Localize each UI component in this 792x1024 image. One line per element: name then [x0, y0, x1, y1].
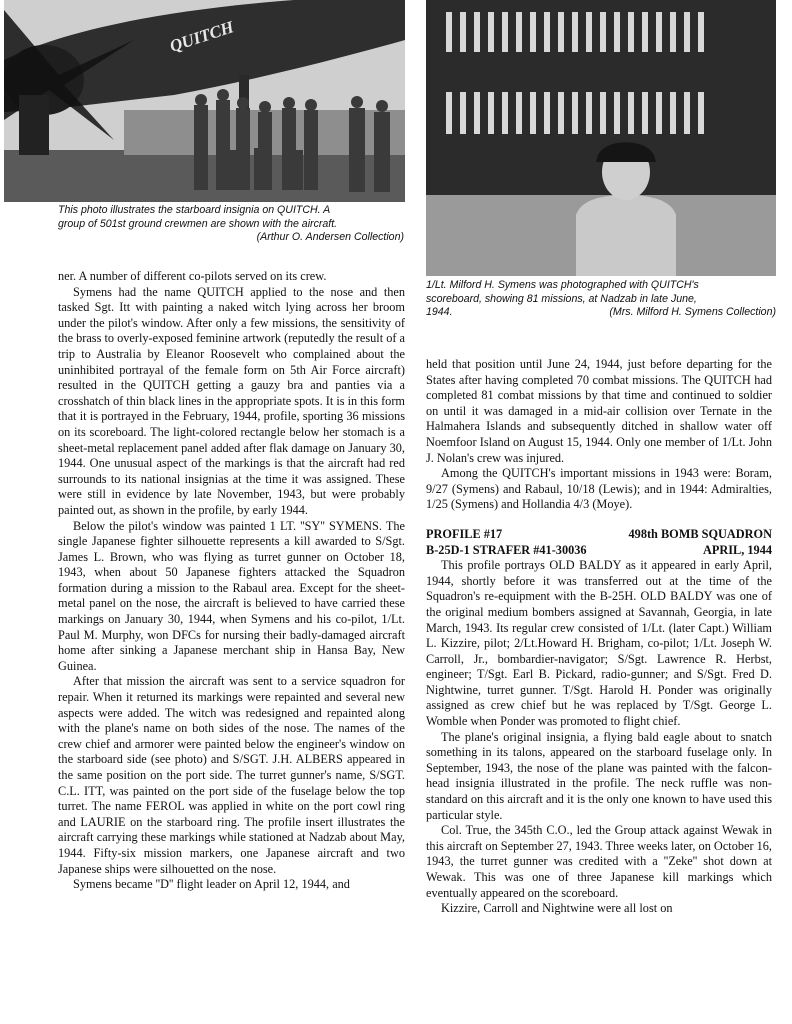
nose-art-text: QUITCH [167, 17, 237, 56]
caption-right-line-3: 1944. [426, 306, 453, 318]
caption-left-credit: (Arthur O. Andersen Collection) [256, 231, 404, 243]
paragraph: After that mission the aircraft was sent to a service squadron for repair. When it returned its markings were repainted and several new aspects were added. The witch was redesigned and repainted along with the plane's name on both sides of the nose. The names of the crew chief and armorer were painted below the engineer's window on the starboard side (see photo) and S/SGT. J.H. ALBERS appeared in the same position on the port side. The turret gunner's name, S/SGT. C.L. ITT, was painted on the port side of the fuselage below the top turret. The name FEROL was applied in white on the port cowl ring and LAURIE on the starboard ring. The profile insert illustrates the aircraft carrying these markings while stationed at Nadzab about May, 1944. Fifty-six mission markers, one Japanese aircraft and two Japanese ships were silhouetted on the nose. [58, 674, 405, 876]
paragraph: held that position until June 24, 1944, just before departing for the States after having completed 70 combat missions. The QUITCH had completed 81 combat missions by that time and continued to soldier on until it was damaged in a mid-air collision over Ternate in the Halmahera Islands and subsequently ditched in shallow water off Noemfoor Island on August 15, 1944. Only one member of 1/Lt. John J. Nolan's crew was injured. [426, 357, 772, 465]
text-column-right [426, 357, 772, 917]
paragraph: This profile portrays OLD BALDY as it appeared in early April, 1944, shortly before it was transferred out at the time of the Squadron's re-equipment with the B-25H. OLD BALDY was one of the original medium bombers assigned at Savannah, Georgia, in late March, 1943. Its regular crew consisted of 1/Lt. (later Capt.) William L. Kizzire, pilot; 2/Lt.Howard H. Brigham, co-pilot; 1/Lt. Joseph W. Carroll, Jr., bombardier-navigator; S/Sgt. Lawrence R. Herbst, engineer; T/Sgt. Earl B. Pickard, radio-gunner; and S/Sgt. Fred D. Nightwine, turret gunner. T/Sgt. Harold H. Ponder was originally assigned as crew chief but he was replaced by T/Sgt. George L. Womble when Ponder was promoted to flight chief. [426, 558, 772, 729]
paragraph: Col. True, the 345th C.O., led the Group attack against Wewak in this aircraft on September 27, 1943. Three weeks later, on October 16, 1943, the turret gunner was credited with a ''Zeke'' shot down at Wewak. This was one of three Japanese kill markings which eventually appeared on the scoreboard. [426, 823, 772, 900]
paragraph: The plane's original insignia, a flying bald eagle about to snatch something in its talons, appeared on the starboard fuselage only. In September, 1943, the nose of the plane was painted with the falcon-head insignia illustrated in the profile. The neck ruffle was non-standard on this aircraft and it is the only one known to have used this particular style. [426, 729, 772, 822]
caption-left-line-2: group of 501st ground crewmen are shown with the aircraft. [58, 217, 338, 230]
paragraph: ner. A number of different co-pilots served on its crew. [58, 269, 327, 283]
photo-quitch-ground-crew [4, 0, 405, 202]
profile-aircraft: B-25D-1 STRAFER #41-30036 [426, 542, 587, 557]
caption-right-credit: (Mrs. Milford H. Symens Collection) [609, 306, 776, 318]
profile-squadron: 498th BOMB SQUADRON [628, 526, 772, 541]
photo-caption-right [426, 279, 776, 320]
photo-caption-left [58, 204, 404, 245]
paragraph: Symens became ''D'' flight leader on April 12, 1944, and [73, 877, 350, 892]
scoreboard-photo-illustration [426, 0, 776, 276]
profile-heading [426, 527, 772, 558]
aircraft-photo-illustration [4, 0, 405, 202]
caption-left-line-1: This photo illustrates the starboard insignia on QUITCH. A [58, 204, 331, 216]
caption-right-line-2: scoreboard, showing 81 missions, at Nadzab in late June, [426, 292, 697, 305]
paragraph: Below the pilot's window was painted 1 LT. ''SY'' SYMENS. The single Japanese fighter silhouette represents a kill awarded to S/Sgt. James L. Brown, who was flying as turret gunner on October 18, 1943, when about 50 Japanese fighters attacked the Squadron formation during a mission to the Rabaul area. Except for the sheet-metal panel on the nose, the aircraft is believed to have carried these markings on January 30, 1944, when Symens and his co-pilot, 1/Lt. Paul M. Murphy, won DFCs for nursing their badly-damaged aircraft home after sinking a Japanese merchant ship in Hansa Bay, New Guinea. [58, 518, 405, 673]
paragraph: Among the QUITCH's important missions in 1943 were: Boram, 9/27 (Symens) and Rabaul, 10/18 (Lewis); and in 1944: Admiralties, 1/25 (Symens) and Hollandia 4/3 (Moye). [426, 466, 772, 512]
photo-symens-scoreboard [426, 0, 776, 276]
paragraph: Kizzire, Carroll and Nightwine were all lost on [441, 901, 673, 916]
caption-right-line-1: 1/Lt. Milford H. Symens was photographed with QUITCH's [426, 279, 699, 291]
paragraph: Symens had the name QUITCH applied to the nose and then tasked Sgt. Itt with painting a naked witch lying across her broom under the pilot's window. After only a few missions, the sensitivity of the brass to overly-exposed feminine artwork (reputedly the result of a trip to Australia by Eleanor Roosevelt who complained about the uninhibited portrayal of the female form on 5th Air Force aircraft) resulted in the QUITCH getting a gauzy bra and panties via a crosshatch of thin black lines in the appropriate spots. It is in this form that it is portrayed in the February, 1944, profile, sporting 36 missions on its scoreboard. The light-colored rectangle below her stomach is a sheet-metal replacement panel added after flak damage on January 30, 1944. One unusual aspect of the markings is that the aircraft had red surrounds to its national insignias at the time it was assigned. These were still in evidence by late November, 1943, but were probably painted out, as shown in the profile, by early 1944. [58, 284, 405, 517]
profile-number: PROFILE #17 [426, 526, 503, 541]
profile-date: APRIL, 1944 [702, 542, 772, 557]
text-column-left [58, 269, 405, 893]
